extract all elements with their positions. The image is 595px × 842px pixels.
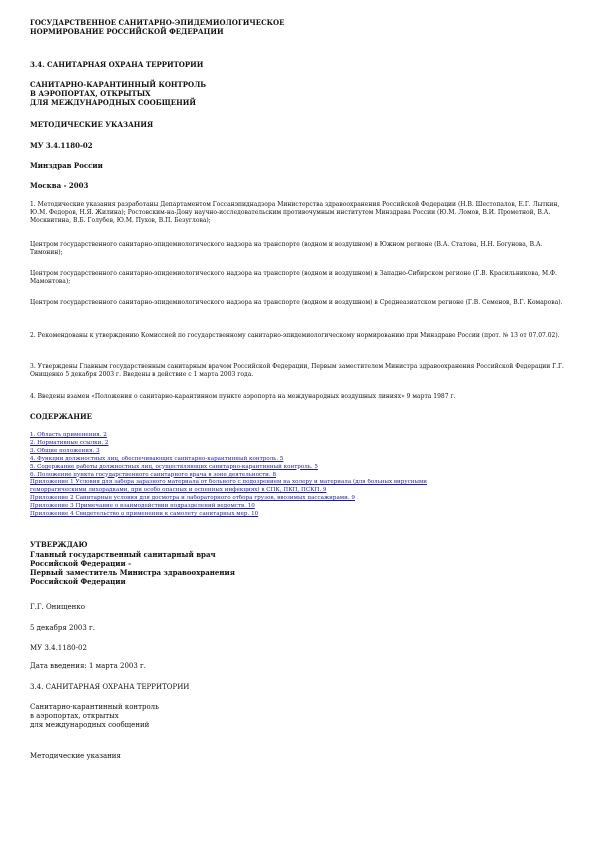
paragraph-recommended: 2. Рекомендованы к утверждению Комиссией по государственному санитарно-эпидемиологическому нормированию при Минздраве России (прот. № 13 от 07.07.02). bbox=[30, 332, 560, 339]
table-of-contents bbox=[30, 432, 565, 519]
section-title: 3.4. САНИТАРНАЯ ОХРАНА ТЕРРИТОРИИ bbox=[30, 60, 204, 69]
paragraph-developers: 1. Методические указания разработаны Департаментом Госсанэпиднадзора Министерства здравоохранения Российской Федерации (Н.В. Шестопалов, Е.Г. Лыткин, Ю.М. Федоров, Н.Я. Жилина); Ростовским-на-Дону научно-исследовательским противочумным институтом Минздрава России (Ю.М. Ломов, В.И. Прометной, В.А. Москвитина, В.Б. Голубев, Ю.М. Пухов, В.П. Безуглова); bbox=[30, 201, 560, 224]
document-subject: САНИТАРНО-КАРАНТИННЫЙ КОНТРОЛЬ В АЭРОПОРТАХ, ОТКРЫТЫХ ДЛЯ МЕЖДУНАРОДНЫХ СООБЩЕНИЙ bbox=[30, 80, 207, 107]
toc-link[interactable]: Приложение 4 Свидетельство о применении к самолету санитарных мер. 10 bbox=[30, 511, 259, 518]
approval-subject: Санитарно-карантинный контроль в аэропортах, открытых для международных сообщений bbox=[30, 703, 159, 729]
toc-link[interactable]: 2. Нормативные ссылки. 2 bbox=[30, 439, 109, 446]
paragraph-west-siberia: Центром государственного санитарно-эпидемиологического надзора на транспорте (водном и воздушном) в Западно-Сибирском регионе (Г.В. Красильникова, М.Ф. Мамонтова); bbox=[30, 270, 557, 285]
document-header-title: ГОСУДАРСТВЕННОЕ САНИТАРНО-ЭПИДЕМИОЛОГИЧЕСКОЕ НОРМИРОВАНИЕ РОССИЙСКОЙ ФЕДЕРАЦИИ bbox=[30, 18, 285, 36]
toc-link[interactable]: 6. Положение пункта государственного санитарного врача в зоне деятельности. 8 bbox=[30, 471, 277, 478]
toc-heading: СОДЕРЖАНИЕ bbox=[30, 412, 92, 421]
toc-link[interactable]: 4. Функции должностных лиц, обеспечивающих санитарно-карантинный контроль. 5 bbox=[30, 455, 284, 462]
place-year: Москва - 2003 bbox=[30, 181, 89, 190]
toc-link[interactable]: 1. Область применения. 2 bbox=[30, 432, 107, 438]
approval-section: 3.4. САНИТАРНАЯ ОХРАНА ТЕРРИТОРИИ bbox=[30, 683, 190, 691]
approval-lines: Главный государственный санитарный врач Российской Федерации - Первый заместитель Министра здравоохранения Российской Федерации bbox=[30, 550, 235, 586]
ministry: Минздрав России bbox=[30, 161, 103, 170]
document-type: МЕТОДИЧЕСКИЕ УКАЗАНИЯ bbox=[30, 120, 154, 129]
paragraph-approved: 3. Утверждены Главным государственным санитарным врачом Российской Федерации, Первым заместителем Министра здравоохранения Российской Федерации Г.Г. Онищенко 5 декабря 2003 г. Введены в действие с 1 марта 2003 года. bbox=[30, 363, 564, 378]
toc-link[interactable]: Приложение 2 Санитарные условия для досмотра и лабораторного отбора грузов, ввозимых пассажирами. 9 bbox=[30, 495, 355, 502]
paragraph-replaces: 4. Введены взамен «Положения о санитарно-карантинном пункте аэропорта на международных воздушных линиях» 9 марта 1987 г. bbox=[30, 393, 456, 400]
approval-doc-type: Методические указания bbox=[30, 752, 121, 760]
signatory: Г.Г. Онищенко bbox=[30, 603, 85, 611]
effective-date: Дата введения: 1 марта 2003 г. bbox=[30, 662, 146, 670]
approval-label: УТВЕРЖДАЮ bbox=[30, 540, 88, 549]
toc-link[interactable]: Приложение 3 Примечание о взаимодействии подразделений ведомств. 10 bbox=[30, 503, 255, 510]
paragraph-central-asia: Центром государственного санитарно-эпидемиологического надзора на транспорте (водном и воздушном) в Среднеазиатском регионе (Г.В. Семенов, В.Г. Комарова). bbox=[30, 299, 563, 306]
approval-code: МУ 3.4.1180-02 bbox=[30, 644, 87, 652]
toc-link[interactable]: Приложение 1 Условия для забора заразного материала от больного с подозрением на холеру и материала (для больных вирусными геморрагическими лихорадками, при особо опасных и оспенных инфекциях) в СПК, ПКП, ПСКП. 9 bbox=[30, 479, 428, 494]
toc-link[interactable]: 5. Содержание работы должностных лиц, осуществляющих санитарно-карантинный контроль. 5 bbox=[30, 463, 318, 470]
approval-date: 5 декабря 2003 г. bbox=[30, 624, 95, 632]
toc-link[interactable]: 3. Общие положения. 3 bbox=[30, 447, 100, 454]
paragraph-south-region: Центром государственного санитарно-эпидемиологического надзора на транспорте (водном и воздушном) в Южном регионе (В.А. Статова, Н.Н. Богунова, В.А. Тимонин); bbox=[30, 241, 543, 256]
document-code: МУ 3.4.1180-02 bbox=[30, 141, 93, 150]
